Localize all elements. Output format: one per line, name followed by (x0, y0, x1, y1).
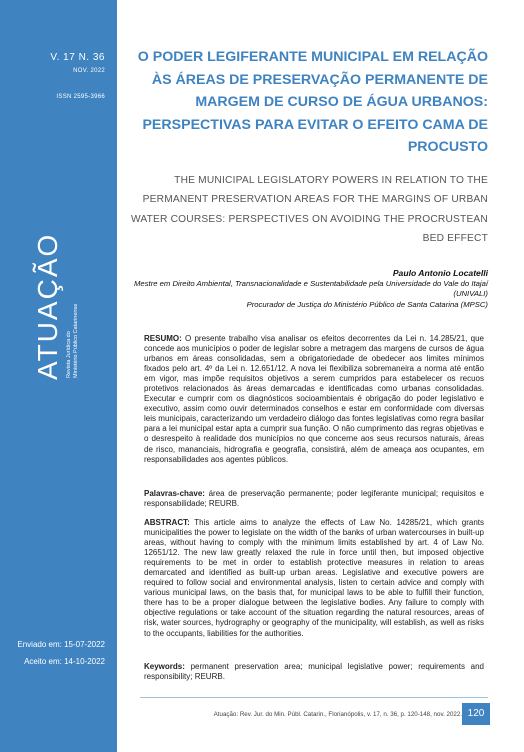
author-affiliation-2: Procurador de Justiça do Ministério Público de Santa Catarina (MPSC) (246, 299, 488, 309)
footer-citation: Atuação: Rev. Jur. do Min. Públ. Catarin., Florianópolis, v. 17, n. 36, p. 120-148, nov. 2022. (213, 711, 462, 718)
article-title-en: THE MUNICIPAL LEGISLATORY POWERS IN RELATION TO THE PERMANENT PRESERVATION AREAS FOR THE MARGINS OF URBAN WATER COURSES: PERSPECTIVES ON AVOIDING THE PROCRUSTEAN BED EFFECT (130, 174, 488, 245)
abstract-label: ABSTRACT: (144, 518, 190, 527)
keywords-pt-section (144, 489, 484, 509)
author-affiliation-1: Mestre em Direito Ambiental, Transnacionalidade e Sustentabilidade pela Universidade do Vale do Itajaí (UNIVALI) (134, 278, 488, 299)
author-name: Paulo Antonio Locatelli (392, 267, 488, 278)
journal-subtitle-line2: Ministério Público Catarinense (73, 303, 79, 378)
keywords-pt-text: área de preservação permanente; poder legiferante municipal; requisitos e responsabilidade; REURB. (144, 489, 484, 509)
issue-date: NOV. 2022 (73, 68, 105, 74)
keywords-en-text: permanent preservation area; municipal legislative power; requirements and responsibility; REURB. (144, 662, 484, 682)
article-header (130, 46, 488, 310)
journal-subtitle-line1: Revista Jurídica do (66, 331, 72, 378)
footer-divider (140, 697, 488, 698)
issn-label: ISSN 2595-3966 (56, 94, 105, 100)
submission-dates (17, 636, 105, 670)
keywords-en-label: Keywords: (144, 662, 185, 671)
sidebar (0, 0, 117, 752)
abstract-text: This article aims to analyze the effects of Law No. 14285/21, which grants municipalities the power to legislate on the width of the banks of urban watercourses in built-up areas, without having to comply with the minimum limits established by art. 4 of Law No. 12651/12. The new law greatly relaxed the rule in force until then, but imposed objective requirements to be met in order to establish protective measures in relation to areas demarcated and identified as built-up urban areas. Legislative and executive powers are required to follow social and environmental analysis, listen to certain advice and comply with various municipal laws, on the basis that, for municipal laws to be able to fulfill their function, there has to be a proper dialogue between the legislative bodies. Any failure to comply with objective regulations or take account of the situation regarding the natural resources, areas of risk, water sources, hydrography or geography of the municipality, will establish, as well as risks to the occupants, liabilities for the authorities. (144, 518, 484, 638)
journal-logo-title: ATUAÇÃO (32, 232, 63, 380)
sent-date: Enviado em: 15-07-2022 (17, 640, 105, 649)
abstract-section (144, 518, 484, 639)
article-title-pt: O PODER LEGIFERANTE MUNICIPAL EM RELAÇÃO ÀS ÁREAS DE PRESERVAÇÃO PERMANENTE DE MARGEM DE CURSO DE ÁGUA URBANOS: PERSPECTIVAS PARA EVITAR O EFEITO CAMA DE PROCUSTO (137, 49, 488, 156)
journal-logo-subtitle (66, 304, 80, 378)
author-block (130, 267, 488, 311)
resumo-section (144, 334, 484, 465)
resumo-label: RESUMO: (144, 334, 182, 343)
keywords-pt-label: Palavras-chave: (144, 489, 205, 498)
keywords-en-section (144, 662, 484, 682)
resumo-text: O presente trabalho visa analisar os efeitos decorrentes da Lei n. 14.285/21, que concede aos municípios o poder de legislar sobre a metragem das margens de cursos de água urbanos em áreas consolidadas, sem a obrigatoriedade de obedecer aos limites mínimos fixados pelo art. 4º da Lei n. 12.651/12. A nova lei flexibiliza sobremaneira a norma até então em vigor, mas impõe requisitos objetivos a serem cumpridos para estabelecer os recuos protetivos relacionados às áreas demarcadas e identificadas como urbanas consolidadas. Executar e cumprir com os diagnósticos socioambientais é obrigação do poder legislativo e executivo, assim como ouvir determinados conselhos e estar em conformidade com diversas leis municipais, caracterizando um verdadeiro diálogo das fontes legislativas como regra basilar para a lei municipal estar apta a cumprir sua função. O não cumprimento das regras objetivas e o desrespeito à realidade dos municípios no que concerne aos seus recursos naturais, áreas de risco, mananciais, hidrografia e geografia, consistirá, além de ameaça aos ocupantes, em responsabilidades aos agentes públicos. (144, 334, 484, 464)
page-number: 120 (462, 703, 490, 725)
accepted-date: Aceito em: 14-10-2022 (24, 657, 105, 666)
volume-label: V. 17 N. 36 (50, 52, 105, 63)
